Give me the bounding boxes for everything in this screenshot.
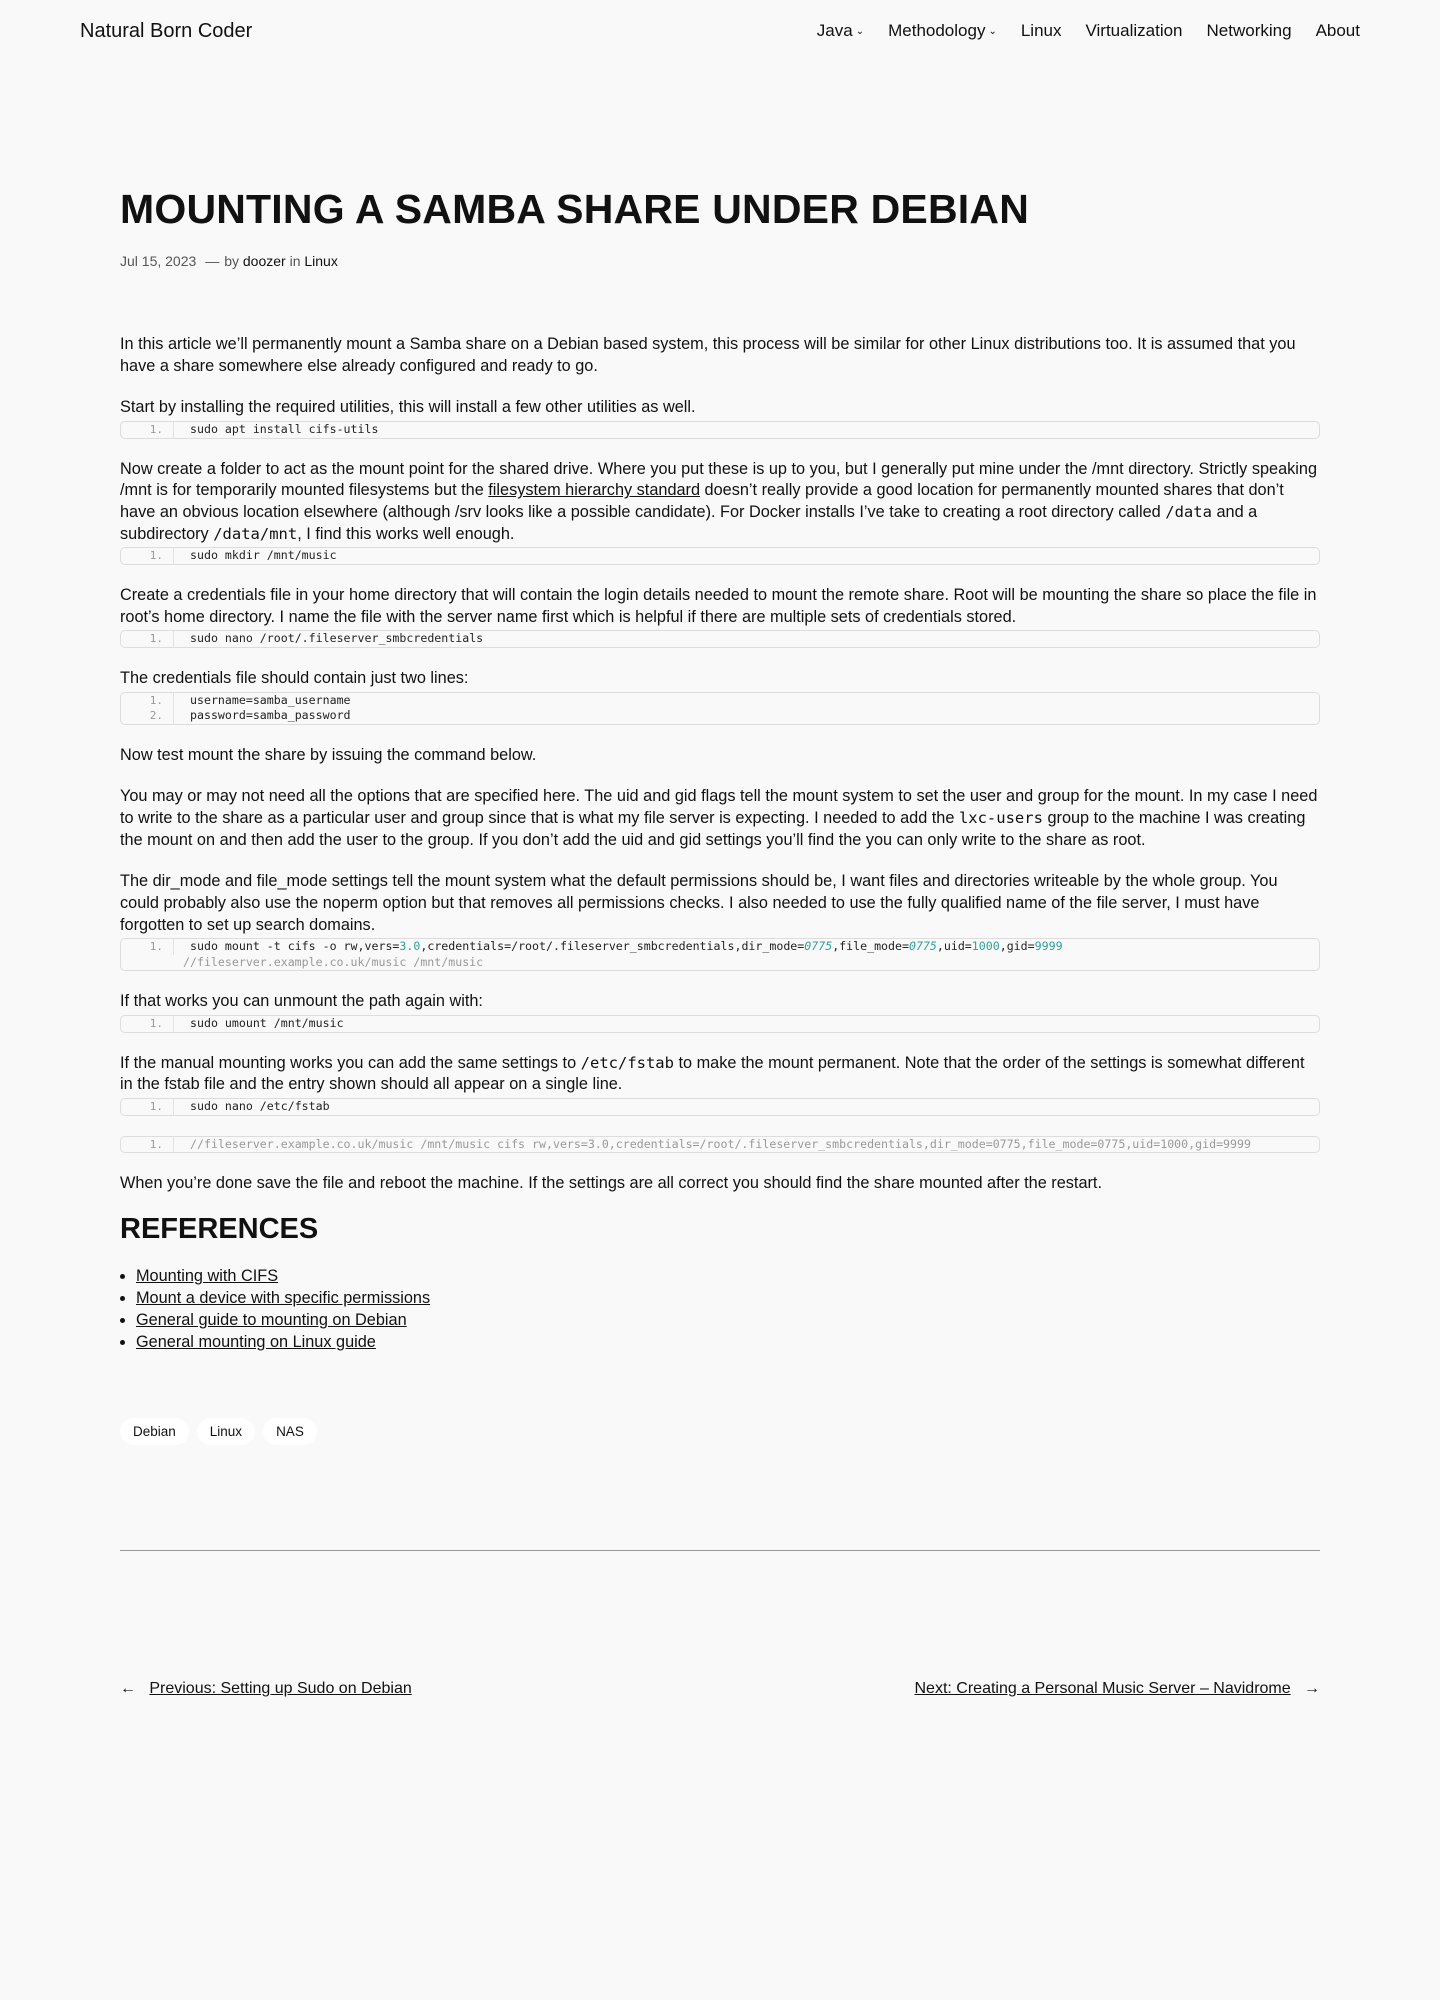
line-number: 1. <box>121 693 174 709</box>
code-line: sudo mkdir /mnt/music <box>190 548 337 563</box>
code-number: 3.0 <box>399 939 421 954</box>
paragraph: If that works you can unmount the path again with: <box>120 992 483 1011</box>
tag-linux[interactable]: Linux <box>197 1418 255 1445</box>
text: to make the mount permanent. Note that the order of the settings is somewhat different in the fstab file and the entry shown should all appear on a single line. <box>120 1053 1305 1094</box>
code-line: sudo nano /etc/fstab <box>190 1099 330 1114</box>
next-post-link[interactable]: Next: Creating a Personal Music Server – Navidrome <box>914 1680 1291 1697</box>
code-token: ,uid= <box>936 939 972 954</box>
line-number: 1. <box>121 939 174 955</box>
fhs-link[interactable]: filesystem hierarchy standard <box>488 481 701 500</box>
reference-link[interactable]: Mounting with CIFS <box>136 1267 279 1286</box>
code-block <box>120 1015 1320 1033</box>
code-line: //fileserver.example.co.uk/music /mnt/music cifs rw,vers=3.0,credentials=/root/.fileserver_smbcredentials,dir_mode=0775,file_mode=0775,uid=1000,gid=9999 <box>190 1136 1251 1151</box>
inline-code: /data <box>1165 503 1212 522</box>
text: , I find this works well enough. <box>297 524 515 543</box>
divider <box>120 1550 1320 1551</box>
code-line-wrapped: //fileserver.example.co.uk/music /mnt/music <box>183 954 484 969</box>
main-nav <box>817 21 1360 41</box>
inline-code: /etc/fstab <box>580 1053 674 1072</box>
arrow-right-icon: → <box>1304 1680 1320 1697</box>
code-line <box>174 939 1063 955</box>
code-token: ,credentials=/root/.fileserver_smbcredentials,dir_mode= <box>420 939 805 954</box>
code-block <box>120 1098 1320 1116</box>
meta-in-label: in <box>289 253 301 269</box>
line-number: 1. <box>121 631 174 647</box>
code-block <box>120 547 1320 565</box>
text: You may or may not need all the options that are specified here. The uid and gid flags tell the mount system to set the user and group for the mount. In my case I need to write to the share as a particular user and group since that is what my file server is expecting. I needed to add the <box>120 787 1318 827</box>
site-header <box>0 0 1440 66</box>
site-title-link[interactable]: Natural Born Coder <box>80 20 253 42</box>
tag-nas[interactable]: NAS <box>263 1418 317 1445</box>
paragraph: Create a credentials file in your home directory that will contain the login details needed to mount the remote share. Root will be mounting the share so place the file in root’s home directory. I name the file with the server name first which is helpful if there are multiple sets of credentials stored. <box>120 585 1317 626</box>
paragraph <box>120 786 1320 851</box>
code-number: 0775 <box>908 939 937 954</box>
paragraph: In this article we’ll permanently mount a Samba share on a Debian based system, this process will be similar for other Linux distributions too. It is assumed that you have a share somewhere else already configured and ready to go. <box>120 335 1296 375</box>
nav-item-linux[interactable]: Linux <box>1020 21 1062 40</box>
line-number: 1. <box>121 1016 174 1032</box>
code-line: username=samba_username <box>190 692 351 707</box>
text: group to the machine I was creating the mount on and then add the user to the group. If you don’t add the uid and gid settings you’ll find the you can only write to the share as root. <box>120 808 1306 849</box>
references-list <box>120 1266 1320 1353</box>
chevron-down-icon: ⌄ <box>855 26 865 37</box>
list-item <box>136 1266 1320 1288</box>
code-block <box>120 1136 1320 1154</box>
nav-item-virtualization[interactable]: Virtualization <box>1085 21 1183 40</box>
references-heading: REFERENCES <box>120 1212 319 1245</box>
author-link[interactable]: doozer <box>242 253 286 269</box>
code-line: sudo umount /mnt/music <box>190 1016 344 1031</box>
next-post <box>915 1680 1321 1698</box>
arrow-left-icon: ← <box>120 1680 136 1697</box>
code-number: 1000 <box>971 939 1000 954</box>
line-number: 1. <box>121 422 174 438</box>
text: Now create a folder to act as the mount point for the shared drive. Where you put these is up to you, but I generally put mine under the /mnt directory. Strictly speaking /mnt is for temporarily mounted filesystems but the <box>120 459 1317 500</box>
line-number: 2. <box>121 708 174 724</box>
list-item <box>136 1288 1320 1310</box>
nav-item-methodology[interactable] <box>888 21 997 41</box>
paragraph <box>120 1053 1320 1096</box>
tag-debian[interactable]: Debian <box>120 1418 189 1445</box>
paragraph: Now test mount the share by issuing the command below. <box>120 745 537 764</box>
code-line: sudo nano /root/.fileserver_smbcredentials <box>190 631 484 646</box>
paragraph: The credentials file should contain just two lines: <box>120 668 469 687</box>
reference-link[interactable]: General guide to mounting on Debian <box>136 1310 407 1329</box>
post-meta <box>120 253 338 269</box>
code-number: 0775 <box>804 939 833 954</box>
code-token: ,gid= <box>999 939 1035 954</box>
list-item <box>136 1332 1320 1354</box>
code-line: password=samba_password <box>190 708 351 723</box>
inline-code: /data/mnt <box>213 524 298 543</box>
line-number: 1. <box>121 1137 174 1153</box>
nav-item-label: Methodology <box>888 21 986 40</box>
code-number: 9999 <box>1034 939 1063 954</box>
text: doesn’t really provide a good location for permanently mounted shares that don’t have an obvious location elsewhere (although /srv looks like a possible candidate). For Docker installs I’ve take to creating a root directory called <box>120 481 1284 522</box>
reference-link[interactable]: Mount a device with specific permissions <box>136 1289 431 1308</box>
nav-item-networking[interactable]: Networking <box>1206 21 1292 40</box>
previous-post-link[interactable]: Previous: Setting up Sudo on Debian <box>149 1680 412 1697</box>
line-number: 1. <box>121 1099 174 1115</box>
post-date: Jul 15, 2023 <box>120 253 197 269</box>
category-link[interactable]: Linux <box>304 253 338 269</box>
tag-list <box>120 1418 317 1445</box>
nav-item-label: Java <box>816 21 853 40</box>
meta-by-label: by <box>224 253 239 269</box>
paragraph: When you’re done save the file and reboot the machine. If the settings are all correct you should find the share mounted after the restart. <box>120 1174 1102 1193</box>
code-token: sudo mount -t cifs -o rw,vers= <box>190 939 400 954</box>
code-token: ,file_mode= <box>832 939 909 954</box>
post-title: MOUNTING A SAMBA SHARE UNDER DEBIAN <box>120 186 1029 232</box>
reference-link[interactable]: General mounting on Linux guide <box>136 1332 376 1351</box>
paragraph: The dir_mode and file_mode settings tell the mount system what the default permissions should be, I want files and directories writeable by the whole group. You could probably also use the noperm option but that removes all permissions checks. I also needed to use the fully qualified name of the file server, I must have forgotten to set up search domains. <box>120 872 1278 934</box>
text: and a subdirectory <box>120 503 1258 543</box>
meta-separator: — <box>205 253 220 269</box>
nav-item-about[interactable]: About <box>1315 21 1360 40</box>
code-block <box>120 421 1320 439</box>
text: If the manual mounting works you can add the same settings to <box>120 1053 581 1072</box>
post-body <box>120 334 1320 1353</box>
previous-post <box>120 1680 412 1698</box>
paragraph: Start by installing the required utilities, this will install a few other utilities as well. <box>120 398 696 417</box>
chevron-down-icon: ⌄ <box>988 26 997 37</box>
code-line: sudo apt install cifs-utils <box>190 422 379 437</box>
code-block <box>120 692 1320 725</box>
inline-code: lxc-users <box>958 808 1043 827</box>
paragraph <box>120 459 1320 546</box>
list-item <box>136 1310 1320 1332</box>
line-number: 1. <box>121 548 174 564</box>
code-block <box>120 938 1320 971</box>
code-block <box>120 630 1320 648</box>
nav-item-java[interactable] <box>817 21 864 41</box>
